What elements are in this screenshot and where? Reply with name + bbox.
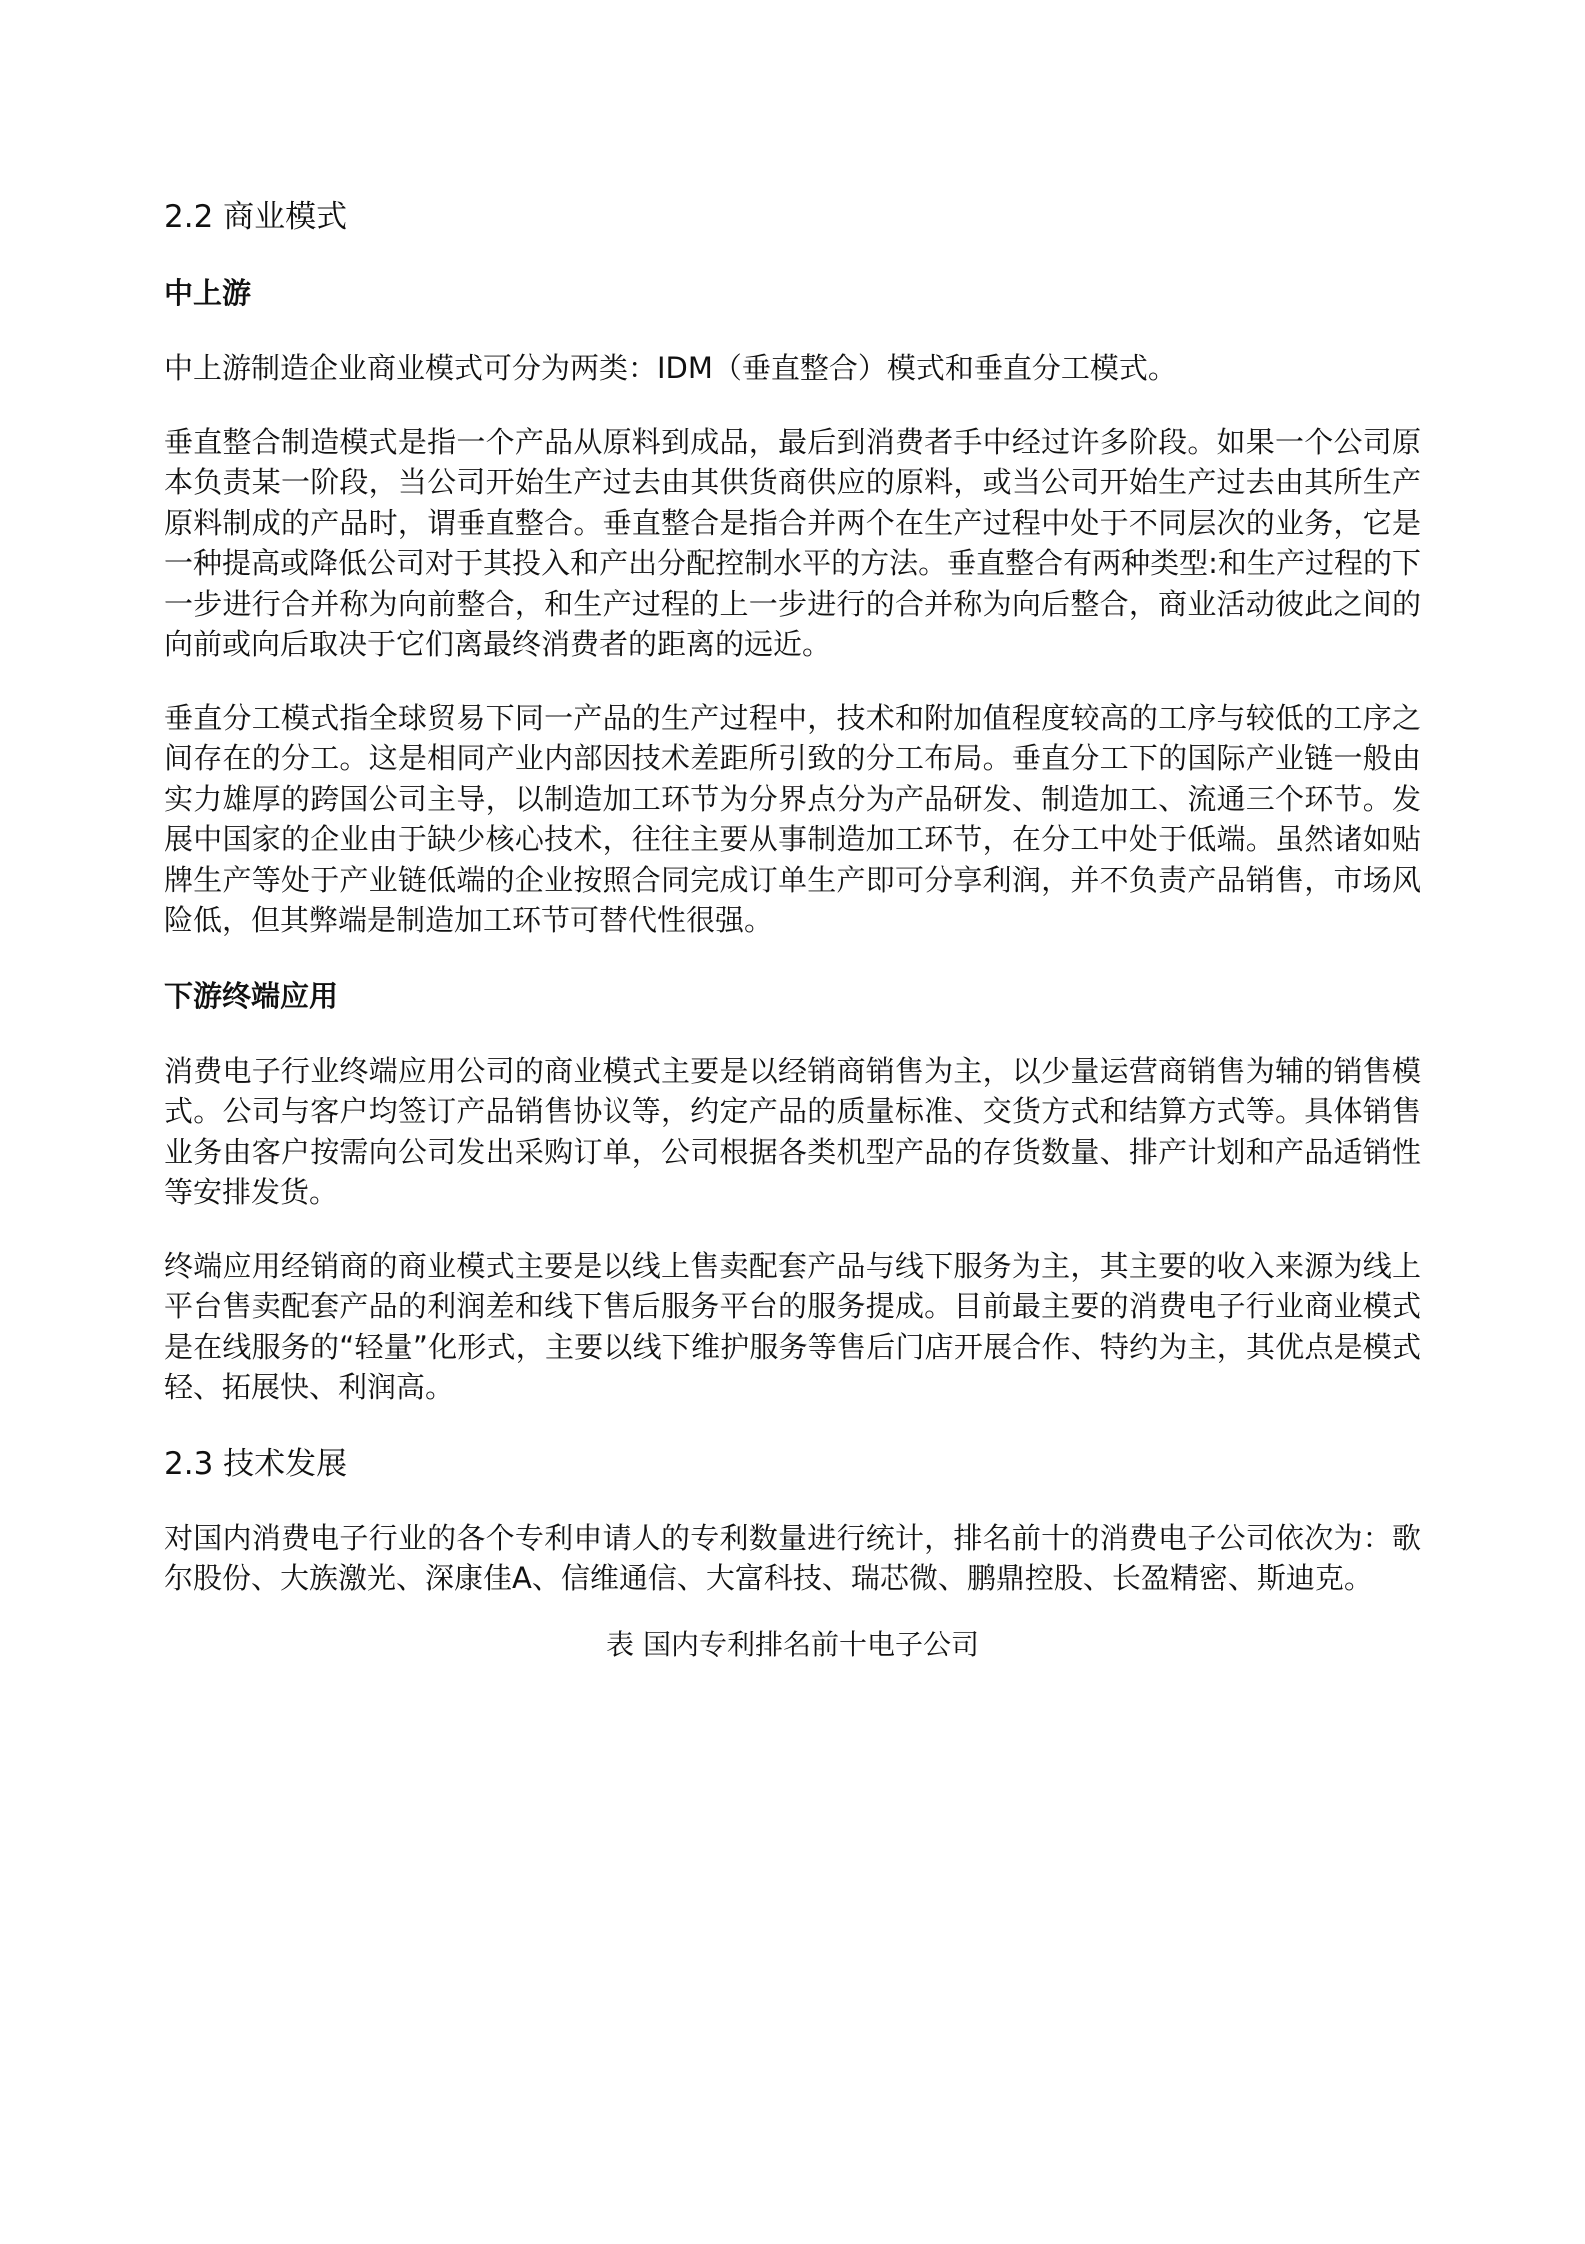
section-heading-2-3: 2.3 技术发展 <box>164 1445 348 1482</box>
table-caption: 表 国内专利排名前十电子公司 <box>606 1627 979 1661</box>
subheading-upstream: 中上游 <box>164 276 252 310</box>
paragraph: 对国内消费电子行业的各个专利申请人的专利数量进行统计，排名前十的消费电子公司依次为：歌尔股份、大族激光、深康佳A、信维通信、大富科技、瑞芯微、鹏鼎控股、长盈精密、斯迪克。 <box>164 1520 1421 1595</box>
subheading-downstream: 下游终端应用 <box>164 978 339 1013</box>
paragraph: 垂直分工模式指全球贸易下同一产品的生产过程中，技术和附加值程度较高的工序与较低的工序之间存在的分工。这是相同产业内部因技术差距所引致的分工布局。垂直分工下的国际产业链一般由实力雄厚的跨国公司主导，以制造加工环节为分界点分为产品研发、制造加工、流通三个环节。发展中国家的企业由于缺少核心技术，往往主要从事制造加工环节，在分工中处于低端。虽然诸如贴牌生产等处于产业链低端的企业按照合同完成订单生产即可分享利润，并不负责产品销售，市场风险低，但其弊端是制造加工环节可替代性很强。 <box>164 700 1421 937</box>
paragraph: 中上游制造企业商业模式可分为两类：IDM（垂直整合）模式和垂直分工模式。 <box>164 351 1177 385</box>
paragraph: 消费电子行业终端应用公司的商业模式主要是以经销商销售为主，以少量运营商销售为辅的销售模式。公司与客户均签订产品销售协议等，约定产品的质量标准、交货方式和结算方式等。具体销售业务由客户按需向公司发出采购订单，公司根据各类机型产品的存货数量、排产计划和产品适销性等安排发货。 <box>164 1053 1421 1209</box>
paragraph: 终端应用经销商的商业模式主要是以线上售卖配套产品与线下服务为主，其主要的收入来源为线上平台售卖配套产品的利润差和线下售后服务平台的服务提成。目前最主要的消费电子行业商业模式是在线服务的“轻量”化形式，主要以线下维护服务等售后门店开展合作、特约为主，其优点是模式轻、拓展快、利润高。 <box>164 1248 1421 1404</box>
section-heading-2-2: 2.2 商业模式 <box>164 199 348 235</box>
paragraph: 垂直整合制造模式是指一个产品从原料到成品，最后到消费者手中经过许多阶段。如果一个公司原本负责某一阶段，当公司开始生产过去由其供货商供应的原料，或当公司开始生产过去由其所生产原料制成的产品时，谓垂直整合。垂直整合是指合并两个在生产过程中处于不同层次的业务，它是一种提高或降低公司对于其投入和产出分配控制水平的方法。垂直整合有两种类型:和生产过程的下一步进行合并称为向前整合，和生产过程的上一步进行的合并称为向后整合，商业活动彼此之间的向前或向后取决于它们离最终消费者的距离的远近。 <box>164 424 1421 661</box>
